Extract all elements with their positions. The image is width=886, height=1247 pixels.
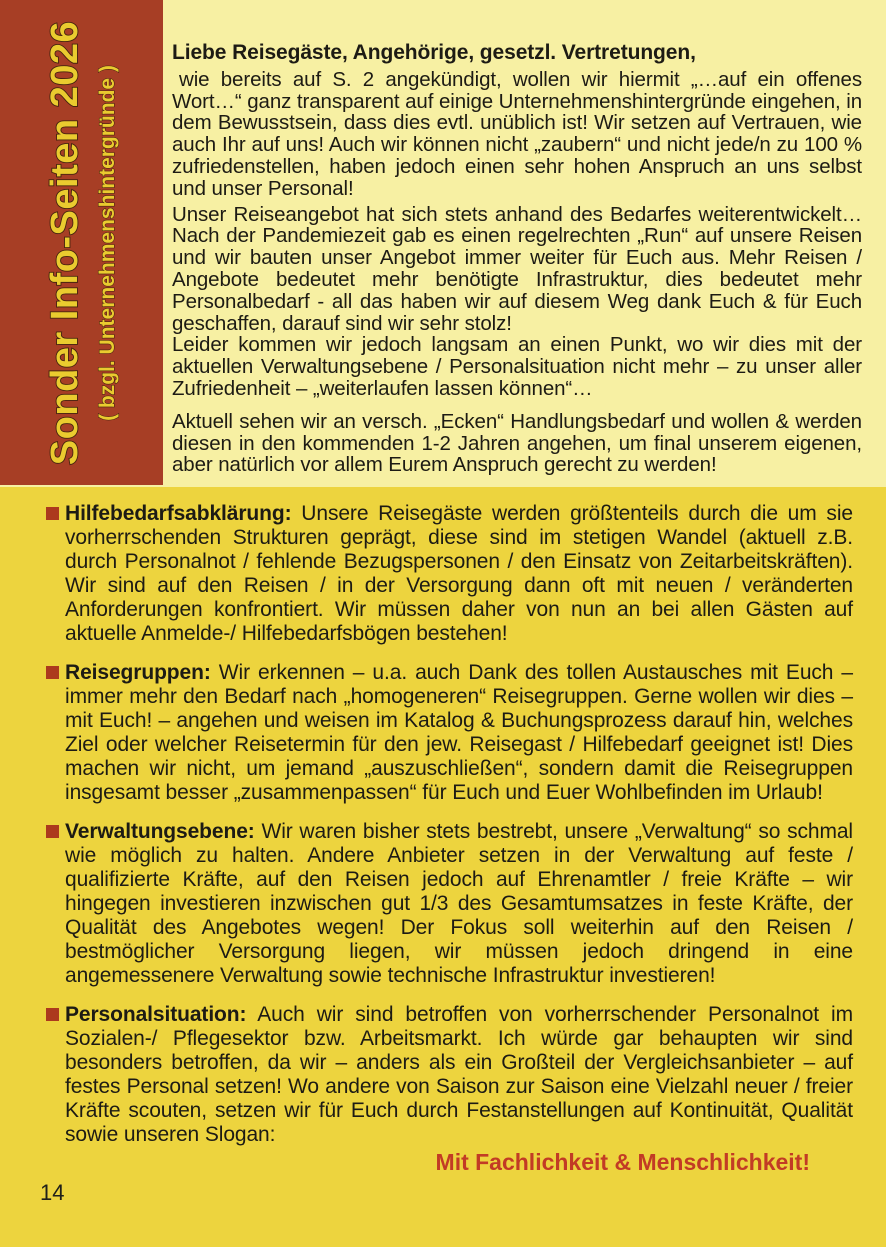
bullet-square-icon — [46, 1008, 59, 1021]
bullet-term: Verwaltungsebene: — [65, 820, 255, 843]
intro-paragraph: Unser Reiseangebot hat sich stets anhand des Bedarfes weiterentwickelt… Nach der Pandemiezeit gab es einen regelrechten „Run“ auf unsere Reisen und wir bauten unser Angebot immer weiter für Euch aus. Mehr Reisen / Angebote bedeutet mehr benötigte Infrastruktur, dies bedeutet mehr Personalbedarf - all das haben wir auf diesem Weg dank Euch & für Euch geschaffen, darauf sind wir sehr stolz! — [172, 202, 862, 335]
sidebar-subtitle: ( bzgl. Unternehmenshintergründe ) — [95, 64, 119, 421]
topics-section — [0, 487, 886, 1247]
bullet-term: Hilfebedarfsabklärung: — [65, 502, 292, 525]
intro-paragraph: Aktuell sehen wir an versch. „Ecken“ Handlungsbedarf und wollen & werden diesen in den kommenden 1-2 Jahren angehen, um final unserem eigenen, aber natürlich vor allem Eurem Anspruch gerecht zu werden! — [172, 409, 862, 477]
sidebar-title: Sonder Info-Seiten 2026 — [43, 20, 86, 465]
bullet-item-verwaltungsebene — [46, 820, 853, 988]
bullet-square-icon — [46, 825, 59, 838]
bullet-text: Unsere Reisegäste werden größtenteils durch die um sie vorherrschenden Strukturen geprägt, diese sind im stetigen Wandel (aktuell z.B. durch Personalnot / fehlende Bezugspersonen / den Einsatz von Zeitarbeitskräften). Wir sind auf den Reisen / in der Versorgung dann oft mit neuen / veränderten Anforderungen konfrontiert. Wir müssen daher von nun an bei allen Gästen auf aktuelle Anmelde-/ Hilfebedarfsbögen bestehen! — [65, 502, 853, 645]
intro-paragraph: wie bereits auf S. 2 angekündigt, wollen wir hiermit „…auf ein offenes Wort…“ ganz transparent auf einige Unternehmenshintergründe eingehen, in dem Bewusstsein, dass dies evtl. unüblich ist! Wir setzen auf Vertrauen, wie auch Ihr auf uns! Auch wir können nicht „zaubern“ und nicht jede/n zu 100 % zufriedenstellen, haben jedoch einen sehr hohen Anspruch an uns selbst und unser Personal! — [172, 67, 862, 200]
company-slogan: Mit Fachlichkeit & Menschlichkeit! — [435, 1149, 810, 1175]
bullet-text: Wir waren bisher stets bestrebt, unsere „Verwaltung“ so schmal wie möglich zu halten. Andere Anbieter setzen in der Verwaltung auf feste / qualifizierte Kräfte, auf den Reisen jedoch auf Ehrenamtler / freie Kräfte – wir hingegen investieren inzwischen gut 1/3 des Gesamtumsatzes in feste Kräfte, der Qualität des Angebotes wegen! Der Fokus soll weiterhin auf den Reisen / bestmöglicher Versorgung liegen, wir müssen jedoch dringend in eine angemessenere Verwaltung sowie technische Infrastruktur investieren! — [65, 820, 853, 987]
bullet-text: Wir erkennen – u.a. auch Dank des tollen Austausches mit Euch – immer mehr den Bedarf nach „homogeneren“ Reisegruppen. Gerne wollen wir dies – mit Euch! – angehen und weisen im Katalog & Buchungsprozess darauf hin, welches Ziel oder welcher Reisetermin für den jew. Reisegast / Hilfebedarf geeignet ist! Dies machen wir nicht, um jemand „auszuschließen“, sondern damit die Reisegruppen insgesamt besser „zusammenpassen“ für Euch und Euer Wohlbefinden im Urlaub! — [65, 661, 853, 804]
intro-paragraph: Leider kommen wir jedoch langsam an einen Punkt, wo wir dies mit der aktuellen Verwaltungsebene / Personalsituation nicht mehr – zu unser aller Zufriedenheit – „weiterlaufen lassen können“… — [172, 333, 862, 400]
bullet-item-personalsituation — [46, 1003, 853, 1147]
bullet-text: Auch wir sind betroffen von vorherrschender Personalnot im Sozialen-/ Pflegesektor bzw. Arbeitsmarkt. Ich würde gar behaupten wir sind besonders betroffen, da wir – anders als ein Großteil der Vergleichsanbieter – auf festes Personal setzen! Wo andere von Saison zur Saison eine Vielzahl neuer / freier Kräfte scouten, setzen wir für Euch durch Festanstellungen auf Kontinuität, Qualität sowie unseren Slogan: — [65, 1003, 853, 1146]
bullet-square-icon — [46, 507, 59, 520]
bullet-list — [46, 502, 853, 1147]
bullet-square-icon — [46, 666, 59, 679]
bullet-term: Reisegruppen: — [65, 661, 211, 684]
sidebar-banner — [0, 0, 163, 485]
page-number: 14 — [40, 1180, 65, 1205]
intro-heading: Liebe Reisegäste, Angehörige, gesetzl. Vertretungen, — [172, 41, 696, 64]
bullet-item-hilfebedarfsabklaerung — [46, 502, 853, 646]
bullet-item-reisegruppen — [46, 661, 853, 805]
sidebar-rotated-text — [44, 20, 120, 464]
bullet-term: Personalsituation: — [65, 1003, 247, 1026]
